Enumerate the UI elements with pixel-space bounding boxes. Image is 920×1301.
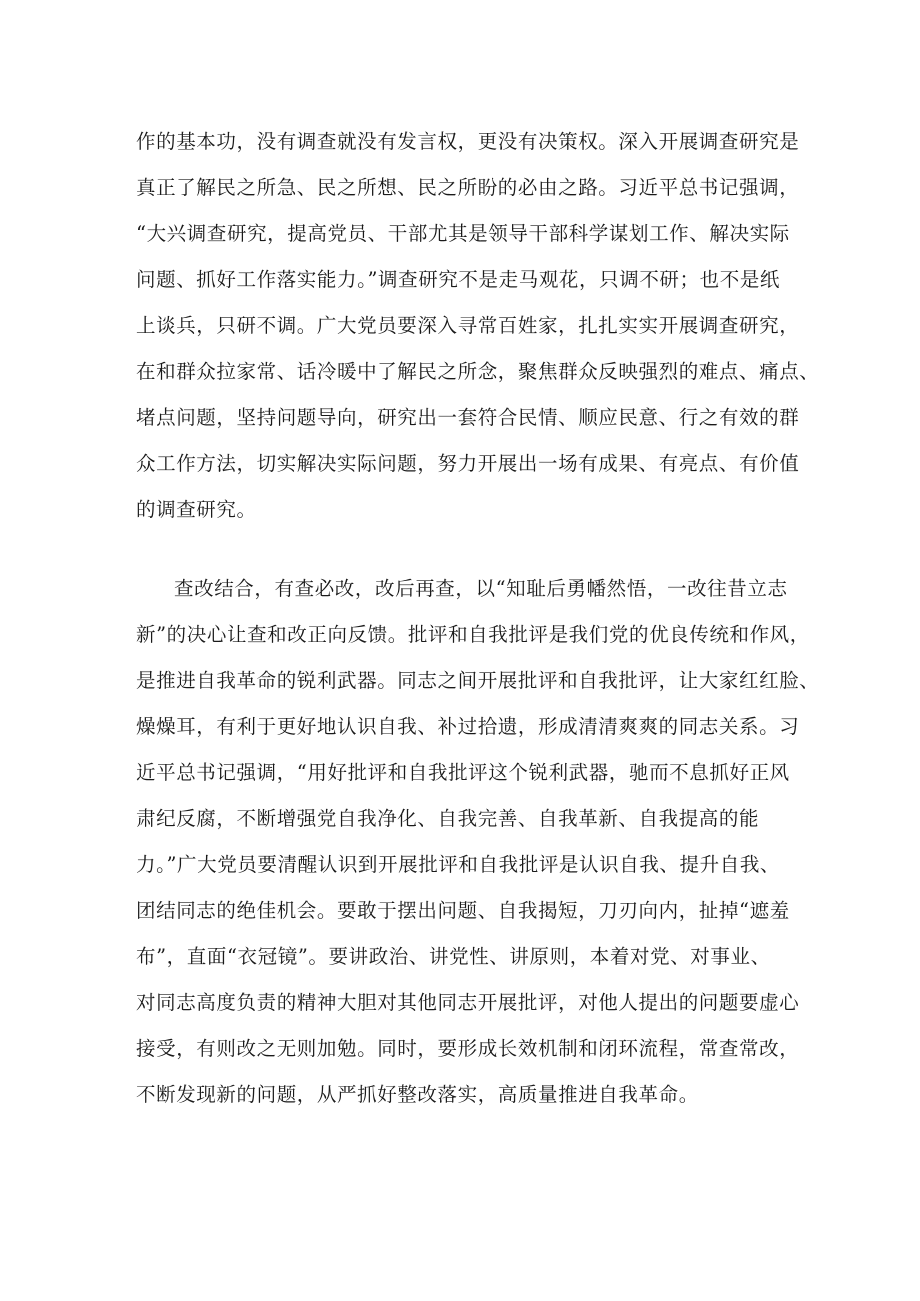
text-line: 在和群众拉家常、话冷暖中了解民之所念，聚焦群众反映强烈的难点、痛点、: [136, 360, 820, 383]
text-line: 问题、抓好工作落实能力。”调查研究不是走马观花，只调不研；也不是纸: [136, 268, 781, 291]
text-line: 近平总书记强调，“用好批评和自我批评这个锐利武器，驰而不息抓好正风: [136, 761, 790, 784]
text-line: 不断发现新的问题，从严抓好整改落实，高质量推进自我革命。: [136, 1083, 699, 1106]
text-line: 力。”广大党员要清醒认识到开展批评和自我批评是认识自我、提升自我、: [136, 853, 781, 876]
text-line: 布”，直面“衣冠镜”。要讲政治、讲党性、讲原则，本着对党、对事业、: [136, 945, 771, 968]
text-line: 查改结合，有查必改，改后再查，以“知耻后勇幡然悟，一改往昔立志: [174, 577, 788, 600]
text-line: 作的基本功，没有调查就没有发言权，更没有决策权。深入开展调查研究是: [136, 130, 800, 153]
text-line: 肃纪反腐，不断增强党自我净化、自我完善、自我革新、自我提高的能: [136, 807, 760, 830]
text-line: 燥燥耳，有利于更好地认识自我、补过拾遗，形成清清爽爽的同志关系。习: [136, 715, 800, 738]
text-line: 堵点问题，坚持问题导向，研究出一套符合民情、顺应民意、行之有效的群: [136, 406, 800, 429]
text-line: “大兴调查研究，提高党员、干部尤其是领导干部科学谋划工作、解决实际: [136, 222, 790, 245]
text-line: 对同志高度负责的精神大胆对其他同志开展批评，对他人提出的问题要虚心: [136, 991, 800, 1014]
text-line: 接受，有则改之无则加勉。同时，要形成长效机制和闭环流程，常查常改，: [136, 1037, 800, 1060]
text-line: 团结同志的绝佳机会。要敢于摆出问题、自我揭短，刀刃向内，扯掉“遮羞: [136, 899, 790, 922]
text-line: 上谈兵，只研不调。广大党员要深入寻常百姓家，扎扎实实开展调查研究，: [136, 314, 800, 337]
text-line: 真正了解民之所急、民之所想、民之所盼的必由之路。习近平总书记强调，: [136, 176, 800, 199]
text-line: 众工作方法，切实解决实际问题，努力开展出一场有成果、有亮点、有价值: [136, 452, 800, 475]
text-line: 新”的决心让查和改正向反馈。批评和自我批评是我们党的优良传统和作风，: [136, 623, 810, 646]
text-line: 是推进自我革命的锐利武器。同志之间开展批评和自我批评，让大家红红脸、: [136, 669, 820, 692]
text-line: 的调查研究。: [136, 498, 257, 521]
